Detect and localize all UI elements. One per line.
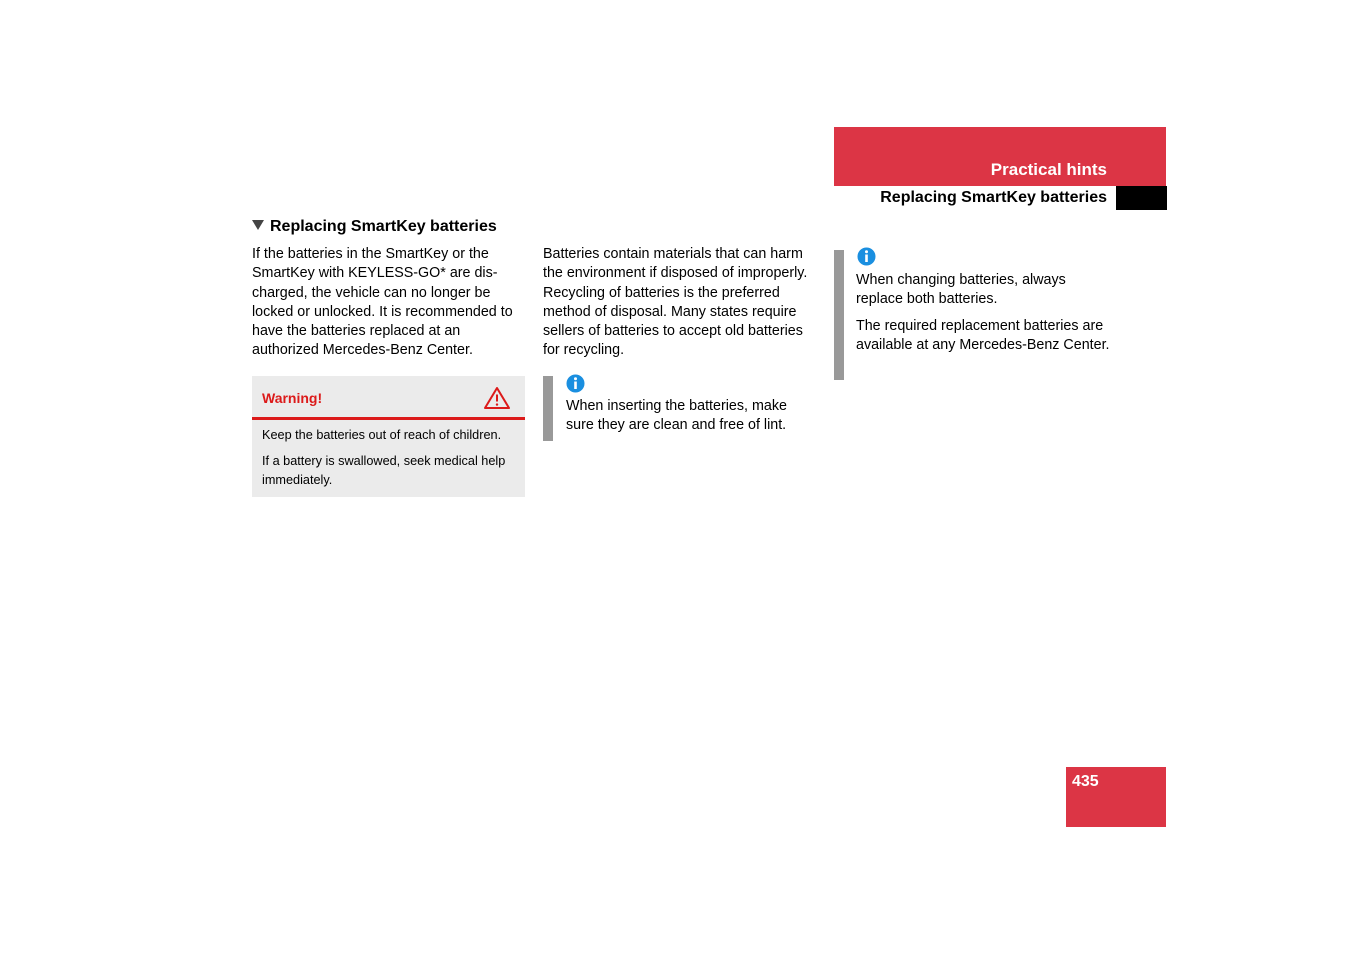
recycling-paragraph: Batteries contain materials that can harm the environment if disposed of improperly. Recycling of batteries is the preferred method of disposal. Many states require sellers of batteries to accept old batteries for recycling.	[543, 246, 808, 359]
page-heading	[252, 218, 497, 236]
note-bar	[834, 250, 844, 380]
note-text	[856, 271, 1111, 362]
warning-triangle-icon	[483, 386, 511, 410]
warning-line: If a battery is swallowed, seek medical help immediately.	[262, 454, 506, 487]
note-bar	[543, 376, 553, 441]
note-line: The required replacement batteries are available at any Mercedes-Benz Center.	[856, 317, 1110, 353]
info-icon	[857, 247, 876, 266]
chapter-title: Practical hints	[990, 160, 1107, 179]
page-heading-text: Replacing SmartKey batteries	[270, 218, 497, 235]
warning-label: Warning!	[262, 390, 323, 406]
note-line: When changing batteries, always replace both batteries.	[856, 272, 1066, 308]
triangle-bullet-icon	[252, 220, 264, 230]
warning-header	[252, 376, 525, 420]
chapter-header	[834, 127, 1166, 186]
section-title: Replacing SmartKey batteries	[880, 189, 1107, 206]
warning-box	[252, 376, 525, 497]
section-tab-marker	[1116, 186, 1167, 210]
info-icon	[566, 374, 585, 393]
page-number-box	[1066, 767, 1166, 827]
note-text: When inserting the batteries, make sure they are clean and free of lint.	[566, 398, 787, 434]
intro-paragraph: If the batteries in the SmartKey or the SmartKey with KEYLESS-GO* are dis-charged, the vehicle can no longer be locked or unlocked. It is recommended to have the batteries replaced at an authorized Mercedes-Benz Center.	[252, 246, 513, 359]
page-number: 435	[1072, 773, 1099, 790]
warning-line: Keep the batteries out of reach of children.	[262, 428, 502, 442]
warning-body	[262, 426, 520, 497]
